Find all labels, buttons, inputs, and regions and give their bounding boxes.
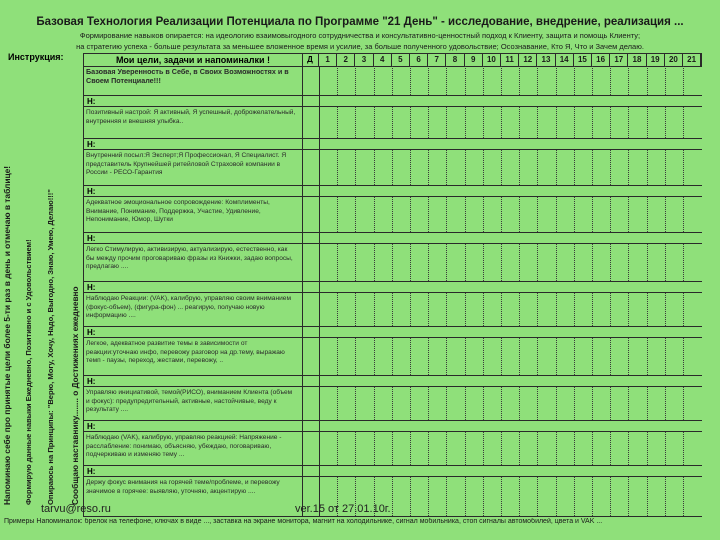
- day-divider: [483, 244, 484, 281]
- day-divider: [647, 150, 648, 185]
- day-divider: [683, 387, 684, 420]
- day-divider: [592, 150, 593, 185]
- day-cells[interactable]: [320, 293, 702, 326]
- day-divider: [337, 150, 338, 185]
- subtitle-line-1: Формирование навыков опирается: на идеологию взаимовыгодного сотрудничества и консультативно-ценностный подход к Клиенту, защита и помощь Клиенту;: [79, 31, 641, 40]
- day-cells[interactable]: [320, 197, 702, 232]
- day-header-15: 15: [574, 54, 592, 66]
- goal-row: [83, 387, 702, 421]
- note-label: Н:: [87, 328, 96, 337]
- note-d-cell[interactable]: [302, 233, 320, 243]
- day-divider: [574, 432, 575, 465]
- day-divider: [610, 432, 611, 465]
- day-divider: [610, 477, 611, 516]
- day-divider: [465, 244, 466, 281]
- day-header-9: 9: [465, 54, 483, 66]
- day-divider: [465, 107, 466, 138]
- day-divider: [374, 107, 375, 138]
- day-divider: [647, 432, 648, 465]
- day-divider: [628, 387, 629, 420]
- goal-text: Позитивный настрой: Я активный, Я успешный, доброжелательный, внутренняя и внешняя улыбка..: [86, 109, 296, 125]
- day-divider: [446, 66, 447, 95]
- day-divider: [501, 293, 502, 326]
- goal-text: Наблюдаю Реакции: (VAK), калибрую, управляю своим вниманием (фокус-объем), (фигура-фон) ... реагирую, получаю новую информацию ....: [86, 295, 291, 320]
- day-divider: [446, 338, 447, 375]
- day-divider: [374, 66, 375, 95]
- day-divider: [446, 432, 447, 465]
- day-divider: [628, 150, 629, 185]
- note-row[interactable]: [83, 233, 702, 244]
- day-divider: [410, 197, 411, 232]
- day-divider: [628, 338, 629, 375]
- day-divider: [665, 150, 666, 185]
- note-d-cell[interactable]: [302, 282, 320, 292]
- day-divider: [428, 66, 429, 95]
- day-divider: [665, 66, 666, 95]
- day-divider: [337, 197, 338, 232]
- day-divider: [410, 293, 411, 326]
- day-divider: [446, 244, 447, 281]
- goal-text: Базовая Уверенность в Себе, в Своих Возможностях и в Своем Потенциале!!!: [86, 68, 289, 85]
- d-cell[interactable]: [302, 387, 320, 420]
- d-cell[interactable]: [302, 293, 320, 326]
- footer-contact: tarvu@reso.ru: [41, 503, 111, 515]
- goal-text: Держу фокус внимания на горячей теме/проблеме, и перевожу значимое в горячее: выявляю, уточняю, акцентирую ....: [86, 479, 280, 495]
- day-divider: [392, 293, 393, 326]
- day-divider: [337, 107, 338, 138]
- day-divider: [537, 477, 538, 516]
- day-divider: [647, 293, 648, 326]
- d-header: Д: [302, 54, 319, 66]
- day-cells[interactable]: [320, 338, 702, 375]
- day-divider: [519, 432, 520, 465]
- instruction-line-1: Напоминаю себе про принятые цели более 5-ти раз в день и отмечаю в таблице!: [2, 165, 12, 505]
- day-divider: [537, 432, 538, 465]
- day-header-8: 8: [446, 54, 464, 66]
- day-divider: [574, 244, 575, 281]
- day-divider: [337, 387, 338, 420]
- day-divider: [355, 107, 356, 138]
- day-divider: [556, 432, 557, 465]
- goal-text: Адекватное эмоциональное сопровождение: Комплименты, Внимание, Понимание, Поддержка, Участие, Удивление, Непонимание, Юмор, Шутки: [86, 199, 270, 224]
- day-divider: [374, 150, 375, 185]
- goal-row: [83, 150, 702, 186]
- day-divider: [337, 244, 338, 281]
- day-cells[interactable]: [320, 244, 702, 281]
- note-d-cell[interactable]: [302, 421, 320, 431]
- day-header-14: 14: [556, 54, 574, 66]
- day-divider: [574, 150, 575, 185]
- day-divider: [355, 293, 356, 326]
- day-header-18: 18: [628, 54, 646, 66]
- day-divider: [501, 244, 502, 281]
- day-divider: [574, 338, 575, 375]
- day-divider: [501, 197, 502, 232]
- day-divider: [592, 432, 593, 465]
- day-divider: [574, 477, 575, 516]
- goal-text: Управляю инициативой, темой(РИСО), вниманием Клиента (объем и фокус): предупредительный, активные, настойчивые, веду к результату ....: [86, 389, 293, 414]
- day-divider: [392, 338, 393, 375]
- goal-text: Наблюдаю (VAK), калибрую, управляю реакцией: Напряжение - расслабление: понимаю, объясняю, убеждаю, поговариваю, подчеркиваю и изменяю тему ...: [86, 434, 282, 459]
- day-divider: [428, 244, 429, 281]
- day-divider: [410, 387, 411, 420]
- day-divider: [610, 197, 611, 232]
- day-divider: [428, 477, 429, 516]
- day-divider: [556, 197, 557, 232]
- day-divider: [556, 244, 557, 281]
- day-header-13: 13: [537, 54, 555, 66]
- day-divider: [483, 432, 484, 465]
- day-divider: [410, 244, 411, 281]
- goals-header: Мои цели, задачи и напоминалки !: [84, 54, 303, 66]
- day-divider: [392, 477, 393, 516]
- day-divider: [428, 387, 429, 420]
- day-divider: [446, 477, 447, 516]
- note-d-cell[interactable]: [302, 376, 320, 386]
- day-divider: [610, 66, 611, 95]
- day-header-20: 20: [665, 54, 683, 66]
- day-header-5: 5: [392, 54, 410, 66]
- day-divider: [683, 197, 684, 232]
- day-divider: [392, 107, 393, 138]
- day-divider: [592, 477, 593, 516]
- note-label: Н:: [87, 377, 96, 386]
- goal-row: [83, 66, 702, 96]
- page-title: Базовая Технология Реализации Потенциала по Программе "21 День" - исследование, внедрение, реализация ...: [36, 16, 684, 28]
- day-divider: [665, 107, 666, 138]
- day-divider: [537, 244, 538, 281]
- note-row[interactable]: [83, 96, 702, 107]
- day-divider: [465, 293, 466, 326]
- day-divider: [410, 66, 411, 95]
- day-divider: [465, 477, 466, 516]
- day-divider: [592, 244, 593, 281]
- day-divider: [665, 244, 666, 281]
- note-d-cell[interactable]: [302, 139, 320, 149]
- day-divider: [355, 244, 356, 281]
- note-d-cell[interactable]: [302, 466, 320, 476]
- goals-table: [83, 66, 702, 498]
- note-label: Н:: [87, 234, 96, 243]
- d-cell[interactable]: [302, 338, 320, 375]
- day-divider: [665, 197, 666, 232]
- day-divider: [519, 387, 520, 420]
- day-divider: [592, 107, 593, 138]
- day-divider: [410, 338, 411, 375]
- day-divider: [392, 150, 393, 185]
- day-divider: [537, 107, 538, 138]
- day-divider: [665, 293, 666, 326]
- note-d-cell[interactable]: [302, 96, 320, 106]
- goal-text: Легко Стимулирую, активизирую, актуализирую, естественно, как бы между прочим проговариваю фразы из Книжки, задаю вопросы, предлагаю ....: [86, 246, 293, 271]
- day-divider: [592, 387, 593, 420]
- day-divider: [501, 107, 502, 138]
- subtitle-line-2: на стратегию успеха - больше результата за меньшее вложенное время и усилие, за больше полученного удовольствие; Осознавание, Кто Я, Что и Зачем делаю.: [76, 42, 644, 51]
- day-divider: [501, 338, 502, 375]
- day-divider: [519, 150, 520, 185]
- day-divider: [465, 197, 466, 232]
- day-divider: [428, 197, 429, 232]
- day-divider: [374, 432, 375, 465]
- day-header-16: 16: [592, 54, 610, 66]
- day-divider: [647, 66, 648, 95]
- note-row[interactable]: [83, 282, 702, 293]
- day-divider: [556, 66, 557, 95]
- day-divider: [374, 197, 375, 232]
- grid-header: [83, 53, 702, 67]
- day-divider: [610, 293, 611, 326]
- day-divider: [355, 432, 356, 465]
- day-divider: [374, 293, 375, 326]
- day-divider: [355, 338, 356, 375]
- day-divider: [610, 244, 611, 281]
- day-header-21: 21: [683, 54, 701, 66]
- day-divider: [519, 477, 520, 516]
- day-divider: [556, 387, 557, 420]
- day-divider: [574, 293, 575, 326]
- day-divider: [519, 107, 520, 138]
- day-divider: [446, 150, 447, 185]
- day-divider: [428, 338, 429, 375]
- day-divider: [610, 387, 611, 420]
- note-row[interactable]: [83, 327, 702, 338]
- day-divider: [483, 338, 484, 375]
- day-divider: [446, 387, 447, 420]
- day-divider: [337, 338, 338, 375]
- instruction-line-3: Опираюсь на Принципы: "Верю, Могу, Хочу, Надо, Выгодно, Знаю, Умею, Делаю!!!": [46, 189, 55, 505]
- goal-row: [83, 293, 702, 327]
- day-divider: [592, 293, 593, 326]
- day-divider: [628, 107, 629, 138]
- day-divider: [556, 477, 557, 516]
- day-header-17: 17: [610, 54, 628, 66]
- note-label: Н:: [87, 140, 96, 149]
- note-row[interactable]: [83, 421, 702, 432]
- day-divider: [574, 197, 575, 232]
- goal-row: [83, 477, 702, 517]
- day-header-11: 11: [501, 54, 519, 66]
- day-divider: [355, 387, 356, 420]
- day-divider: [683, 432, 684, 465]
- note-d-cell[interactable]: [302, 327, 320, 337]
- day-cells[interactable]: [320, 66, 702, 95]
- day-divider: [465, 150, 466, 185]
- day-divider: [592, 66, 593, 95]
- day-header-3: 3: [355, 54, 373, 66]
- note-label: Н:: [87, 283, 96, 292]
- day-header-1: 1: [319, 54, 337, 66]
- goal-row: [83, 244, 702, 282]
- day-cells[interactable]: [320, 432, 702, 465]
- day-divider: [483, 387, 484, 420]
- day-header-10: 10: [483, 54, 501, 66]
- day-divider: [428, 150, 429, 185]
- day-divider: [574, 107, 575, 138]
- day-divider: [574, 66, 575, 95]
- note-d-cell[interactable]: [302, 186, 320, 196]
- day-cells[interactable]: [320, 387, 702, 420]
- goal-row: [83, 432, 702, 466]
- day-divider: [337, 66, 338, 95]
- day-divider: [337, 293, 338, 326]
- day-divider: [501, 387, 502, 420]
- day-cells[interactable]: [320, 150, 702, 185]
- day-divider: [355, 150, 356, 185]
- day-divider: [647, 244, 648, 281]
- day-divider: [610, 338, 611, 375]
- day-divider: [392, 197, 393, 232]
- day-divider: [647, 338, 648, 375]
- day-header-7: 7: [428, 54, 446, 66]
- day-header-6: 6: [410, 54, 428, 66]
- day-divider: [628, 477, 629, 516]
- day-divider: [537, 293, 538, 326]
- day-divider: [446, 293, 447, 326]
- footer-version: ver.15 от 27.01.10г.: [295, 503, 391, 515]
- day-divider: [610, 107, 611, 138]
- day-divider: [483, 197, 484, 232]
- day-divider: [683, 338, 684, 375]
- d-cell[interactable]: [302, 244, 320, 281]
- day-divider: [647, 107, 648, 138]
- day-divider: [410, 107, 411, 138]
- goal-row: [83, 107, 702, 139]
- day-divider: [556, 107, 557, 138]
- day-divider: [647, 197, 648, 232]
- day-divider: [355, 66, 356, 95]
- day-divider: [665, 338, 666, 375]
- day-divider: [355, 197, 356, 232]
- note-label: Н:: [87, 187, 96, 196]
- day-divider: [683, 293, 684, 326]
- goal-row: [83, 197, 702, 233]
- instruction-line-2: Формирую данные навыки Ежедневно, Позитивно и с Удовольствием!: [24, 239, 33, 505]
- day-divider: [392, 432, 393, 465]
- day-divider: [374, 244, 375, 281]
- day-divider: [483, 477, 484, 516]
- day-divider: [683, 66, 684, 95]
- day-divider: [628, 244, 629, 281]
- day-divider: [483, 66, 484, 95]
- day-divider: [392, 387, 393, 420]
- day-divider: [519, 197, 520, 232]
- day-divider: [610, 150, 611, 185]
- d-cell[interactable]: [302, 432, 320, 465]
- day-divider: [501, 432, 502, 465]
- day-divider: [683, 244, 684, 281]
- day-divider: [556, 338, 557, 375]
- instruction-line-4: Сообщаю наставнику........ о Достижениях ежедневно: [70, 286, 80, 505]
- note-label: Н:: [87, 467, 96, 476]
- day-divider: [392, 66, 393, 95]
- day-divider: [465, 338, 466, 375]
- day-divider: [374, 387, 375, 420]
- day-divider: [501, 66, 502, 95]
- day-divider: [483, 293, 484, 326]
- day-divider: [556, 150, 557, 185]
- day-divider: [483, 150, 484, 185]
- d-cell[interactable]: [302, 107, 320, 138]
- day-divider: [683, 150, 684, 185]
- d-cell[interactable]: [302, 66, 320, 95]
- day-divider: [446, 107, 447, 138]
- day-divider: [501, 150, 502, 185]
- note-row[interactable]: [83, 376, 702, 387]
- day-divider: [574, 387, 575, 420]
- day-divider: [665, 477, 666, 516]
- note-label: Н:: [87, 97, 96, 106]
- reminder-examples: Примеры Напоминалок: брелок на телефоне, ключах в виде ..., заставка на экране монитора, магнит на холодильнике, сигнал мобильника, стоп сигналы автомобилей, цвета и VAK ...: [4, 518, 603, 525]
- day-divider: [592, 338, 593, 375]
- note-row[interactable]: [83, 186, 702, 197]
- goal-row: [83, 338, 702, 376]
- day-header-4: 4: [374, 54, 392, 66]
- note-row[interactable]: [83, 139, 702, 150]
- day-divider: [428, 432, 429, 465]
- day-divider: [628, 293, 629, 326]
- day-header-12: 12: [519, 54, 537, 66]
- day-divider: [537, 387, 538, 420]
- day-divider: [465, 387, 466, 420]
- day-header-2: 2: [337, 54, 355, 66]
- goal-text: Легкое, адекватное развитие темы в зависимости от реакции:уточнаю инфо, перевожу разговор на др.тему, выражаю темп - паузы, переход, жестами, перевожу, ..: [86, 340, 285, 365]
- note-row[interactable]: [83, 466, 702, 477]
- day-divider: [465, 66, 466, 95]
- day-divider: [665, 432, 666, 465]
- day-divider: [592, 197, 593, 232]
- day-divider: [537, 197, 538, 232]
- day-divider: [465, 432, 466, 465]
- day-divider: [628, 66, 629, 95]
- day-divider: [537, 338, 538, 375]
- day-divider: [337, 432, 338, 465]
- goal-text: Внутренний посыл:Я Эксперт;Я Профессионал, Я Специалист. Я представитель Крупнейшей ритейловой Страховой компании в России - РЕСО-Гарантия: [86, 152, 287, 177]
- day-divider: [428, 293, 429, 326]
- day-divider: [683, 477, 684, 516]
- d-cell[interactable]: [302, 197, 320, 232]
- day-cells[interactable]: [320, 107, 702, 138]
- d-cell[interactable]: [302, 150, 320, 185]
- day-divider: [683, 107, 684, 138]
- day-divider: [446, 197, 447, 232]
- day-divider: [374, 338, 375, 375]
- day-divider: [519, 244, 520, 281]
- day-divider: [392, 244, 393, 281]
- day-divider: [537, 150, 538, 185]
- day-divider: [519, 293, 520, 326]
- day-divider: [483, 107, 484, 138]
- day-divider: [647, 387, 648, 420]
- instructions-label: Инструкция:: [8, 52, 64, 62]
- day-divider: [410, 477, 411, 516]
- day-divider: [647, 477, 648, 516]
- day-divider: [428, 107, 429, 138]
- day-divider: [628, 197, 629, 232]
- day-divider: [665, 387, 666, 420]
- day-divider: [410, 150, 411, 185]
- day-divider: [519, 66, 520, 95]
- day-divider: [519, 338, 520, 375]
- day-header-19: 19: [647, 54, 665, 66]
- day-divider: [556, 293, 557, 326]
- day-divider: [410, 432, 411, 465]
- day-divider: [537, 66, 538, 95]
- day-divider: [628, 432, 629, 465]
- note-label: Н:: [87, 422, 96, 431]
- day-divider: [501, 477, 502, 516]
